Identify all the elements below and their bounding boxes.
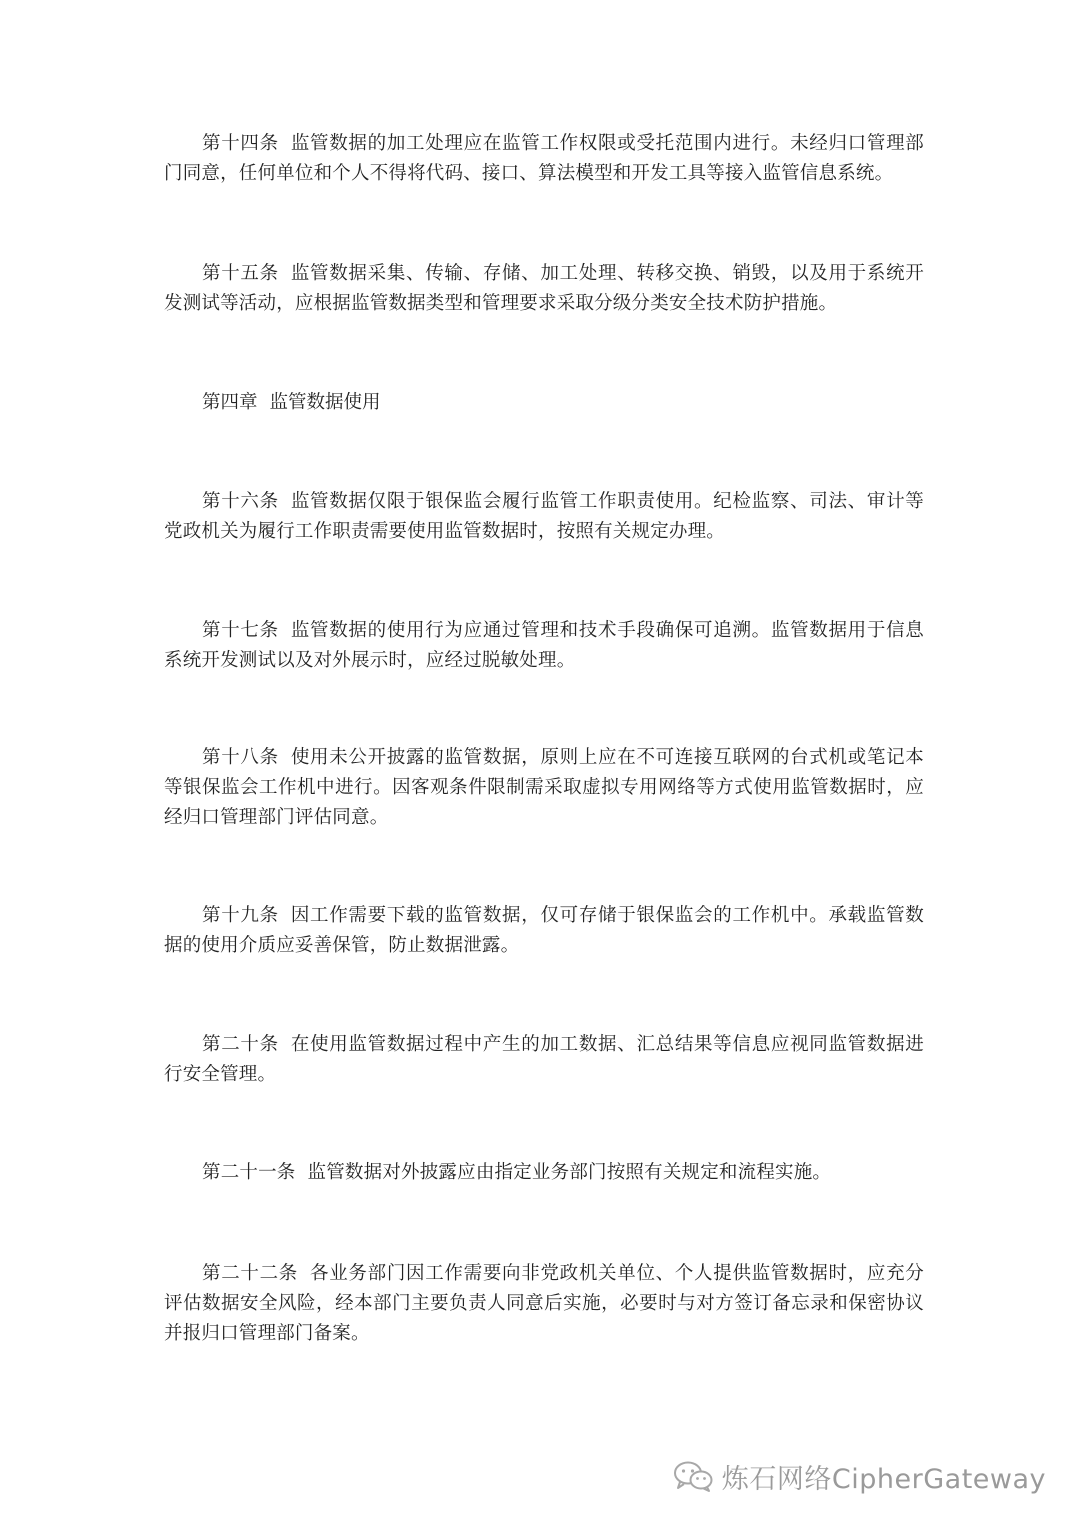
article-19 xyxy=(164,901,924,961)
article-number: 第二十条 xyxy=(202,1034,279,1055)
article-text: 监管数据的使用行为应通过管理和技术手段确保可追溯。监管数据用于信息系统开发测试以及对外展示时，应经过脱敏处理。 xyxy=(164,620,924,671)
article-17 xyxy=(164,616,924,676)
article-16 xyxy=(164,487,924,547)
article-text: 监管数据仅限于银保监会履行监管工作职责使用。纪检监察、司法、审计等党政机关为履行工作职责需要使用监管数据时，按照有关规定办理。 xyxy=(164,491,924,542)
article-20 xyxy=(164,1030,924,1090)
article-text: 监管数据的加工处理应在监管工作权限或受托范围内进行。未经归口管理部门同意，任何单位和个人不得将代码、接口、算法模型和开发工具等接入监管信息系统。 xyxy=(164,133,924,184)
watermark-text: 炼石网络CipherGateway xyxy=(721,1463,1046,1495)
article-number: 第二十一条 xyxy=(202,1162,296,1183)
chapter-title: 监管数据使用 xyxy=(269,392,381,413)
article-number: 第十八条 xyxy=(202,747,279,768)
article-14 xyxy=(164,129,924,189)
article-text: 在使用监管数据过程中产生的加工数据、汇总结果等信息应视同监管数据进行安全管理。 xyxy=(164,1034,924,1085)
article-21 xyxy=(164,1158,924,1188)
chapter-heading xyxy=(164,388,924,418)
article-text: 监管数据对外披露应由指定业务部门按照有关规定和流程实施。 xyxy=(307,1162,832,1183)
article-22 xyxy=(164,1259,924,1349)
article-text: 监管数据采集、传输、存储、加工处理、转移交换、销毁，以及用于系统开发测试等活动，应根据监管数据类型和管理要求采取分级分类安全技术防护措施。 xyxy=(164,263,924,314)
article-number: 第十七条 xyxy=(202,620,279,641)
article-text: 因工作需要下载的监管数据，仅可存储于银保监会的工作机中。承载监管数据的使用介质应妥善保管，防止数据泄露。 xyxy=(164,905,924,956)
wechat-icon xyxy=(672,1459,714,1493)
article-number: 第十九条 xyxy=(202,905,279,926)
article-18 xyxy=(164,743,924,833)
article-number: 第十四条 xyxy=(202,133,279,154)
article-text: 使用未公开披露的监管数据，原则上应在不可连接互联网的台式机或笔记本等银保监会工作机中进行。因客观条件限制需采取虚拟专用网络等方式使用监管数据时，应经归口管理部门评估同意。 xyxy=(164,747,924,828)
watermark xyxy=(672,1456,1046,1496)
article-number: 第十五条 xyxy=(202,263,279,284)
article-number: 第二十二条 xyxy=(202,1263,299,1284)
article-text: 各业务部门因工作需要向非党政机关单位、个人提供监管数据时，应充分评估数据安全风险，经本部门主要负责人同意后实施，必要时与对方签订备忘录和保密协议并报归口管理部门备案。 xyxy=(164,1263,924,1344)
article-number: 第十六条 xyxy=(202,491,279,512)
article-15 xyxy=(164,259,924,319)
chapter-number: 第四章 xyxy=(202,392,258,413)
